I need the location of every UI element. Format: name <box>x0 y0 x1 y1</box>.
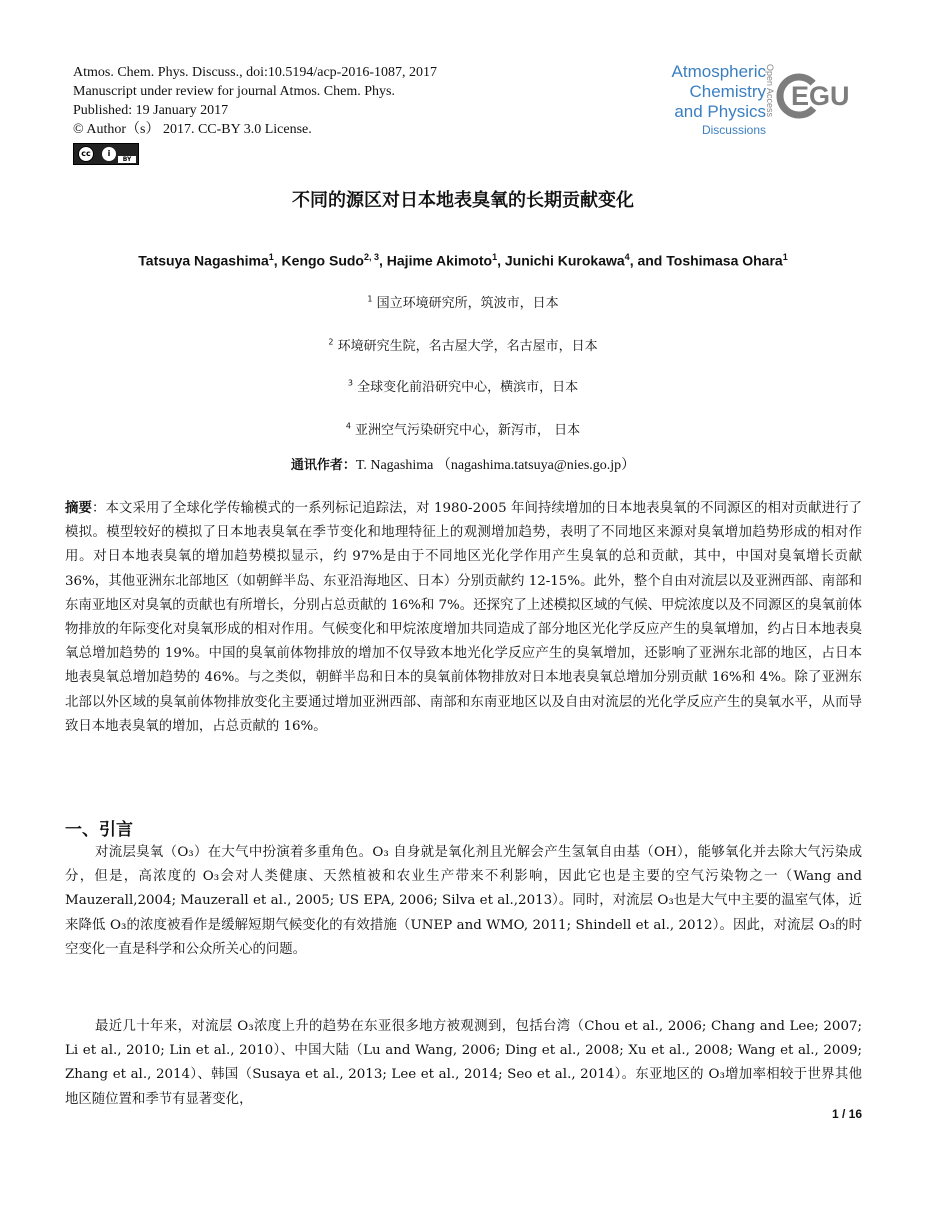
correspondence <box>0 454 926 474</box>
egu-logo-icon[interactable] <box>775 66 855 126</box>
journal-name-line3: and Physics <box>674 102 766 121</box>
author-name: Junichi Kurokawa <box>504 252 625 269</box>
journal-subtitle: Discussions <box>701 123 766 137</box>
author-name: Toshimasa Ohara <box>666 252 783 269</box>
page-number: 1 / 16 <box>831 1107 862 1121</box>
author-affiliation-mark: 1 <box>492 252 498 262</box>
published-date-line: Published: 19 January 2017 <box>73 103 229 118</box>
affiliation-4: $^4$ 亚洲空气污染研究中心，新泻市， 日本 <box>345 421 581 438</box>
abstract: 摘要：本文采用了全球化学传输模式的一系列标记追踪法，对 1980-2005 年间持续增加的日本地表臭氧的不同源区的相对贡献进行了模拟。模型较好的模拟了日本地表臭氧在季节变化和地理特征上的观测增加趋势，表明了不同地区来源对臭氧增加趋势形成的相对作用。对日本地表臭氧的增加趋势模拟显示，约 97%是由于不同地区光化学作用产生臭氧的总和贡献，其中，中国对臭氧增长贡献 36%，其他亚洲东北部地区（如朝鲜半岛、东亚沿海地区、日本）分别贡献约 12-15%。此外，整个自由对流层以及亚洲西部、南部和东南亚地区对臭氧的贡献也有所增长，分别占总贡献的 16%和 7%。还探究了上述模拟区域的气候、甲烷浓度以及不同源区的臭氧前体物排放的年际变化对臭氧形成的相对作用。气候变化和甲烷浓度增加共同造成了部分地区光化学反应产生的臭氧增加，约占日本地表臭氧总增加趋势的 19%。中国的臭氧前体物排放的增加不仅导致本地光化学反应产生的臭氧增加，还影响了亚洲东北部的地区，占日本地表臭氧总增加趋势的 46%。与之类似，朝鲜半岛和日本的臭氧前体物排放对日本地表臭氧总增加分别贡献 16%和 4%。除了亚洲东北部以外区域的臭氧前体物排放变化主要通过增加亚洲西部、南部和东南亚地区以及自由对流层的光化学反应产生的臭氧水平，从而导致日本地表臭氧的增加，占总贡献的 16%。 <box>65 501 863 734</box>
journal-name-line2: Chemistry <box>689 82 766 101</box>
cc-circle-icon: cc <box>78 146 94 162</box>
svg-text:EGU: EGU <box>791 81 850 111</box>
author-name: Hajime Akimoto <box>386 252 493 269</box>
author-list: Tatsuya Nagashima$^1$, Kengo Sudo$^{2, 3}$, Hajime Akimoto$^1$, Junichi Kurokawa$^4$, and Toshimasa Ohara$^1$ <box>138 252 788 269</box>
license-line: © Author（s） 2017. CC-BY 3.0 License. <box>73 122 312 137</box>
cc-by-license-icon[interactable] <box>73 143 139 165</box>
paper-title: 不同的源区对日本地表臭氧的长期贡献变化 <box>292 190 634 211</box>
author-affiliation-mark: 4 <box>624 252 630 262</box>
affiliation-1: $^1$ 国立环境研究所，筑波市，日本 <box>367 294 559 311</box>
person-icon: i <box>102 147 116 161</box>
intro-paragraph-2: 最近几十年来，对流层 O₃浓度上升的趋势在东亚很多地方被观测到，包括台湾（Chou et al., 2006; Chang and Lee; 2007; Li et al., 2010; Lin et al., 2010）、中国大陆（Lu and Wang, 2006; Ding et al., 2008; Xu et al., 2008; Wang et al., 2009; Zhang et al., 2014）、韩国（Susaya et al., 2013; Lee et al., 2014; Seo et al., 2014）。东亚地区的 O₃增加率相较于世界其他地区随位置和季节有显著变化， <box>65 1019 862 1107</box>
journal-name-line1: Atmospheric <box>671 62 766 81</box>
author-name: Kengo Sudo <box>281 252 364 269</box>
author-affiliation-mark: 2, 3 <box>363 252 379 262</box>
review-status-line: Manuscript under review for journal Atmos. Chem. Phys. <box>73 84 395 99</box>
abstract-label: 摘要 <box>65 501 93 516</box>
author-name: Tatsuya Nagashima <box>138 252 269 269</box>
svg-text:Open Access: Open Access <box>765 64 775 118</box>
author-affiliation-mark: 1 <box>782 252 788 262</box>
correspondence-email[interactable]: T. Nagashima （nagashima.tatsuya@nies.go.jp） <box>355 458 636 473</box>
citation-line: Atmos. Chem. Phys. Discuss., doi:10.5194/acp-2016-1087, 2017 <box>73 65 437 80</box>
open-access-label <box>757 62 775 128</box>
affiliation-3: $^3$ 全球变化前沿研究中心，横滨市，日本 <box>347 378 579 395</box>
affiliation-2: $^2$ 环境研究生院，名古屋大学，名古屋市，日本 <box>328 337 598 354</box>
running-header <box>73 63 437 139</box>
abstract-text: 本文采用了全球化学传输模式的一系列标记追踪法，对 1980-2005 年间持续增加的日本地表臭氧的不同源区的相对贡献进行了模拟。模型较好的模拟了日本地表臭氧在季节变化和地理特征上的观测增加趋势，表明了不同地区来源对臭氧增加趋势形成的相对作用。对日本地表臭氧的增加趋势模拟显示，约 97%是由于不同地区光化学作用产生臭氧的总和贡献，其中，中国对臭氧增长贡献 36%，其他亚洲东北部地区（如朝鲜半岛、东亚沿海地区、日本）分别贡献约 12-15%。此外，整个自由对流层以及亚洲西部、南部和东南亚地区对臭氧的贡献也有所增长，分别占总贡献的 16%和 7%。还探究了上述模拟区域的气候、甲烷浓度以及不同源区的臭氧前体物排放的年际变化对臭氧形成的相对作用。气候变化和甲烷浓度增加共同造成了部分地区光化学反应产生的臭氧增加，约占日本地表臭氧总增加趋势的 19%。中国的臭氧前体物排放的增加不仅导致本地光化学反应产生的臭氧增加，还影响了亚洲东北部的地区，占日本地表臭氧总增加趋势的 46%。与之类似，朝鲜半岛和日本的臭氧前体物排放对日本地表臭氧总增加分别贡献 16%和 4%。除了亚洲东北部以外区域的臭氧前体物排放变化主要通过增加亚洲西部、南部和东南亚地区以及自由对流层的光化学反应产生的臭氧水平，从而导致日本地表臭氧的增加，占总贡献的 16%。 <box>65 501 863 734</box>
author-affiliation-mark: 1 <box>268 252 274 262</box>
intro-paragraph-1: 对流层臭氧（O₃）在大气中扮演着多重角色。O₃ 自身就是氧化剂且光解会产生氢氧自由基（OH），能够氧化并去除大气污染成分，但是，高浓度的 O₃会对人类健康、天然植被和农业生产带来不利影响，因此它也是主要的空气污染物之一（Wang and Mauzerall,2004; Mauzerall et al., 2005; US EPA, 2006; Silva et al.,2013）。同时，对流层 O₃也是大气中主要的温室气体，近来降低 O₃的浓度被看作是缓解短期气候变化的有效措施（UNEP and WMO, 2011; Shindell et al., 2012）。因此，对流层 O₃的时空变化一直是科学和公众所关心的问题。 <box>65 845 862 957</box>
section-heading-introduction: 一、引言 <box>65 820 133 840</box>
journal-logo[interactable] <box>672 62 766 138</box>
correspondence-label: 通讯作者： <box>290 458 356 473</box>
cc-by-label: BY <box>118 156 136 163</box>
